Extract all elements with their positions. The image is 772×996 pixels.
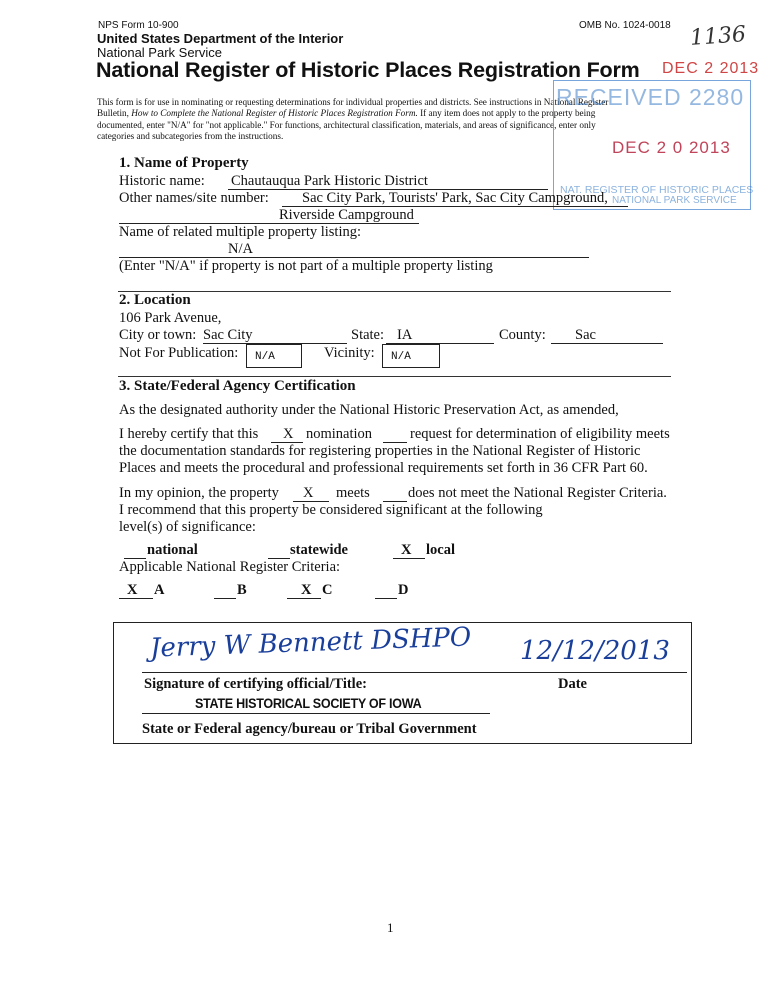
handwritten-number: 1136 [689, 22, 747, 51]
agency-stamp: STATE HISTORICAL SOCIETY OF IOWA [195, 696, 422, 711]
criteria-b-blank [214, 598, 236, 599]
omb-number: OMB No. 1024-0018 [579, 20, 671, 31]
section-divider-1 [118, 291, 671, 292]
certify-text-line3: Places and meets the procedural and professional requirements set forth in 36 CFR Part 60. [119, 460, 648, 476]
signature-line [142, 672, 687, 673]
service-name: National Park Service [97, 45, 222, 60]
agency-line [142, 713, 490, 714]
section1-heading: 1. Name of Property [119, 155, 249, 171]
local-checkmark[interactable]: X [401, 542, 412, 558]
related-listing-note: (Enter "N/A" if property is not part of a multiple property listing [119, 258, 493, 274]
historic-name-label: Historic name: [119, 173, 205, 189]
state-label: State: [351, 327, 385, 343]
certify-text-a: I hereby certify that this [119, 426, 259, 442]
recommend-text-line2: level(s) of significance: [119, 519, 256, 535]
page-title: National Register of Historic Places Registration Form [96, 58, 640, 82]
level-statewide: statewide [290, 542, 348, 558]
related-listing-value: N/A [228, 241, 253, 257]
park-service-stamp: NATIONAL PARK SERVICE [612, 195, 737, 206]
handwritten-date: 12/12/2013 [520, 636, 670, 666]
received-stamp-text: RECEIVED 2280 [556, 84, 745, 110]
nat-register-stamp: NAT. REGISTER OF HISTORIC PLACES [560, 184, 754, 196]
city-label: City or town: [119, 327, 197, 343]
date-label: Date [558, 676, 587, 692]
other-names-value-line1: Sac City Park, Tourists' Park, Sac City Campground, [302, 190, 608, 206]
opinion-text-b: meets [336, 485, 370, 501]
related-listing-label: Name of related multiple property listing: [119, 224, 362, 240]
section-divider-2 [118, 376, 671, 377]
received-date-stamp: DEC 2 0 2013 [612, 138, 731, 157]
criteria-a: A [154, 582, 165, 598]
certify-text-c: request for determination of eligibility meets [410, 426, 670, 442]
criteria-label: Applicable National Register Criteria: [119, 559, 341, 575]
vicinity-field[interactable]: N/A [382, 344, 440, 368]
criteria-d: D [398, 582, 409, 598]
criteria-a-checkmark[interactable]: X [127, 582, 138, 598]
state-value: IA [397, 327, 413, 343]
street-address: 106 Park Avenue, [119, 310, 222, 326]
other-names-label: Other names/site number: [119, 190, 269, 206]
other-names-value-line2: Riverside Campground [279, 207, 414, 223]
page-number: 1 [387, 920, 394, 935]
level-national: national [147, 542, 198, 558]
county-underline [551, 343, 663, 344]
form-number: NPS Form 10-900 [98, 20, 179, 31]
criteria-c: C [322, 582, 333, 598]
meets-checkmark[interactable]: X [303, 485, 314, 501]
opinion-text-a: In my opinion, the property [119, 485, 279, 501]
county-value: Sac [575, 327, 596, 343]
vicinity-label: Vicinity: [324, 345, 375, 361]
department-name: United States Department of the Interior [97, 31, 344, 46]
not-for-publication-label: Not For Publication: [119, 345, 239, 361]
signature-label: Signature of certifying official/Title: [144, 676, 367, 692]
historic-name-value: Chautauqua Park Historic District [231, 173, 428, 189]
authority-statement: As the designated authority under the National Historic Preservation Act, as amended, [119, 402, 619, 418]
opinion-text-c: does not meet the National Register Criteria. [408, 485, 667, 501]
recommend-text-line1: I recommend that this property be considered significant at the following [119, 502, 543, 518]
certify-text-b: nomination [306, 426, 373, 442]
section3-heading: 3. State/Federal Agency Certification [119, 378, 356, 394]
level-local: local [426, 542, 455, 558]
not-for-publication-field[interactable]: N/A [246, 344, 302, 368]
certify-text-line2: the documentation standards for registering properties in the National Register of Historic [119, 443, 641, 459]
criteria-c-checkmark[interactable]: X [301, 582, 312, 598]
received-date-stamp-red: DEC 2 2013 [662, 60, 760, 77]
county-label: County: [499, 327, 546, 343]
criteria-d-blank [375, 598, 397, 599]
handwritten-signature: Jerry W Bennett DSHPO [149, 622, 472, 664]
agency-label: State or Federal agency/bureau or Tribal Government [142, 721, 477, 737]
section2-heading: 2. Location [119, 292, 191, 308]
criteria-b: B [237, 582, 247, 598]
instructions-paragraph: This form is for use in nominating or requesting determinations for individual properties and districts. See instructions in National Register Bulletin, How to Complete the National Register of Historic Places Registration Form. If any item does not apply to the property being documented, enter "N/A" for "not applicable." For functions, architectural classification, materials, and areas of significance, enter only categories and subcategories from the instructions. [97, 97, 609, 141]
nomination-checkmark[interactable]: X [283, 426, 294, 442]
city-value: Sac City [203, 327, 253, 343]
